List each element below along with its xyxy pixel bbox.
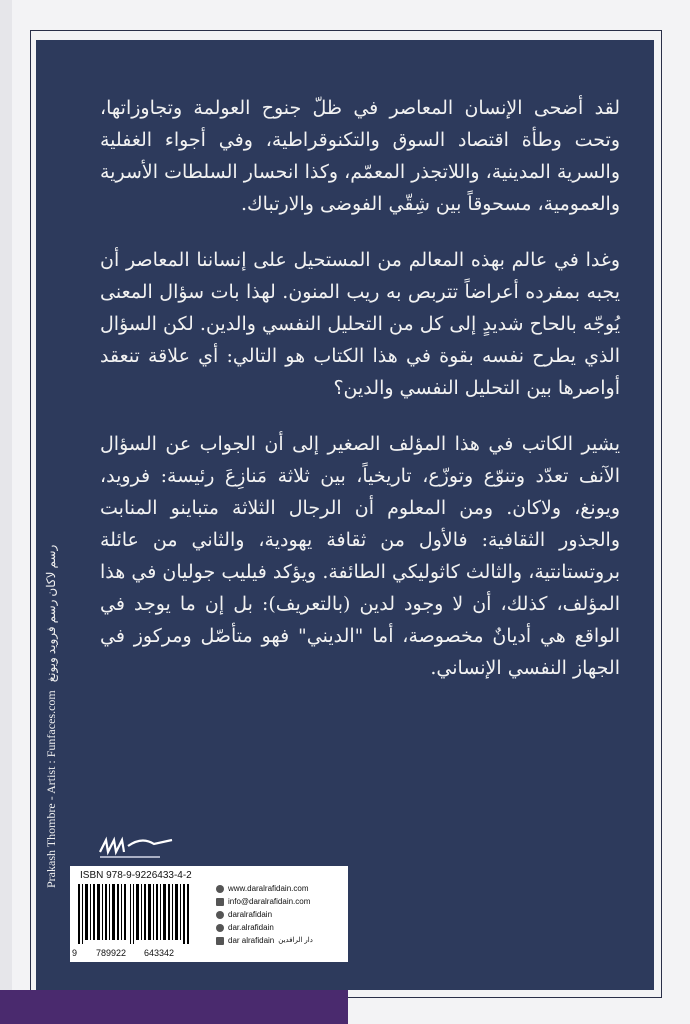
barcode — [78, 884, 190, 944]
barcode-digits-left-group: 789922 — [96, 948, 127, 958]
blurb-text — [100, 92, 620, 708]
facebook-icon — [216, 937, 224, 945]
isbn-box — [70, 866, 348, 962]
contact-email-text: info@daralrafidain.com — [228, 897, 311, 906]
barcode-digits-right-group: 643342 — [144, 948, 175, 958]
contact-facebook-arabic: دار الرافدين — [278, 937, 313, 944]
isbn-label: ISBN 978-9-9226433-4-2 — [80, 870, 192, 881]
instagram-icon — [216, 924, 224, 932]
cover-edge — [0, 0, 12, 1024]
contact-instagram-text: dar.alrafidain — [228, 923, 274, 932]
spine-strip — [0, 990, 348, 1024]
artist-credit-arabic: رسم لاكان رسم فرويد ويونغ — [44, 544, 58, 683]
globe-icon — [216, 885, 224, 893]
blurb-paragraph-2: وغدا في عالم بهذه المعالم من المستحيل على إنساننا المعاصر أن يجبه بمفرده أعراضاً تتربص به ريب المنون. لهذا بات سؤال المعنى يُوجّه بالحاح شديدٍ إلى كل من التحليل النفسي والدين. لكن السؤال الذي يطرح نفسه بقوة في هذا الكتاب هو التالي: أي علاقة تنعقد أواصرها بين التحليل النفسي والدين؟ — [100, 249, 620, 399]
contact-email — [216, 895, 346, 908]
contact-list — [216, 882, 346, 947]
blurb-paragraph-3: يشير الكاتب في هذا المؤلف الصغير إلى أن الجواب عن السؤال الآنف تعدّد وتنوّع وتوزّع، تاريخياً، بين ثلاثة مَنازِعَ رئيسة: فرويد، ويونغ، ولاكان. ومن المعلوم أن الرجال الثلاثة متباينو المنابت والجذور الثقافية: فالأول من ثقافة يهودية، والثاني من عائلة بروتستانتية، والثالث كاثوليكي الطائفة. ويؤكد فيليب جوليان في هذا المؤلف، كذلك، أن لا وجود لدين (بالتعريف): بل إن ما يوجد في الواقع هي أديانٌ مخصوصة، أما "الديني" فهو متأصّل ومركوز في الجهاز النفسي الإنساني. — [100, 433, 620, 679]
mail-icon — [216, 898, 224, 906]
contact-facebook — [216, 934, 346, 947]
barcode-digit-left: 9 — [72, 948, 78, 958]
publisher-logo — [98, 832, 178, 862]
contact-website — [216, 882, 346, 895]
artist-credit-latin: Prakash Thombre - Artist : Funfaces.com — [44, 690, 58, 888]
twitter-icon — [216, 911, 224, 919]
contact-instagram — [216, 921, 346, 934]
contact-facebook-text: dar alrafidain — [228, 936, 275, 945]
contact-twitter-text: daralrafidain — [228, 910, 273, 919]
blurb-paragraph-1: لقد أضحى الإنسان المعاصر في ظلّ جنوح العولمة وتجاوزاتها، وتحت وطأة اقتصاد السوق والتكنوقراطية، وفي أجواء الغفلية والسرية المدينية، واللاتجذر المعمّم، وكذا انحسار السلطات الأسرية والعمومية، مسحوقاً بين شِقّي الفوضى والارتباك. — [100, 97, 620, 215]
contact-website-text: www.daralrafidain.com — [228, 884, 309, 893]
artist-credit — [44, 508, 62, 888]
contact-twitter — [216, 908, 346, 921]
